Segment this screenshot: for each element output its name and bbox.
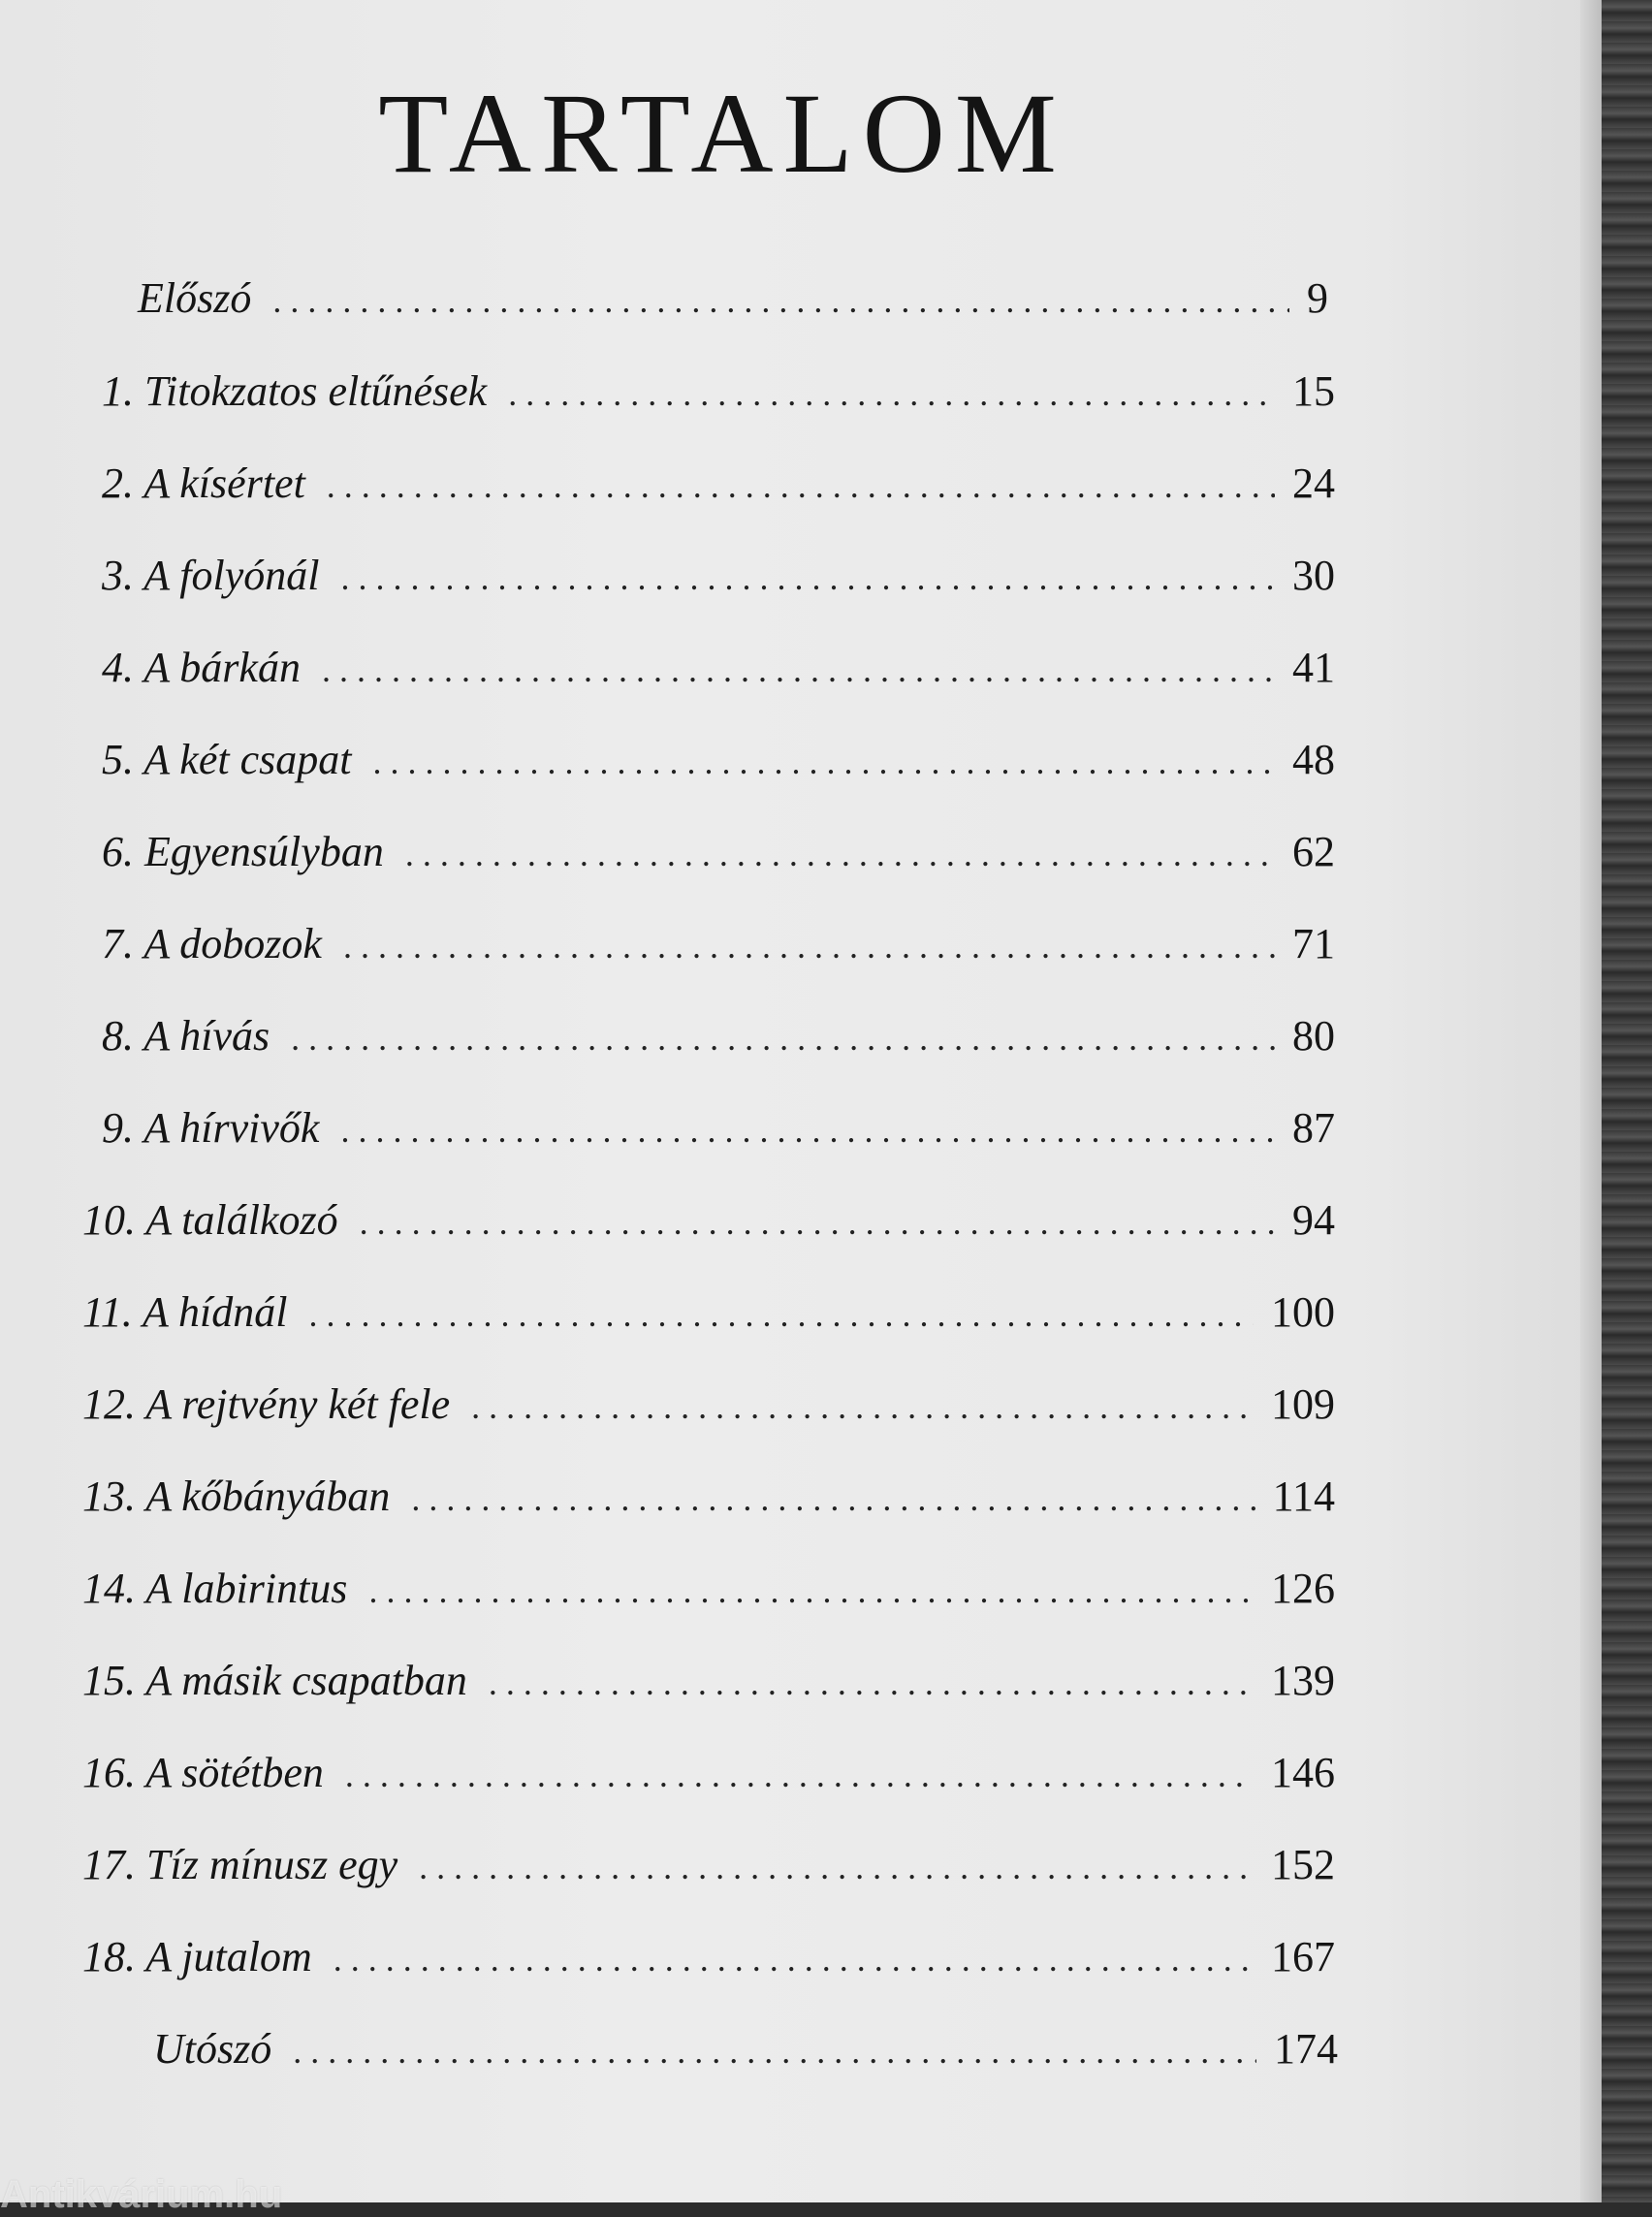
dot-leader	[489, 1663, 1254, 1703]
toc-entry-page: 109	[1271, 1380, 1335, 1428]
toc-entry-chapter-13	[82, 1472, 1335, 1530]
toc-entry-page: 80	[1292, 1012, 1335, 1060]
toc-entry-chapter-16	[82, 1748, 1335, 1806]
toc-entry-label: 8. A hívás	[102, 1012, 270, 1060]
toc-entry-page: 24	[1292, 459, 1335, 507]
toc-entry-chapter-7	[102, 919, 1335, 977]
toc-entry-chapter-4	[102, 643, 1335, 701]
toc-entry-page: 48	[1292, 736, 1335, 783]
dot-leader	[343, 926, 1275, 966]
toc-entry-label: 18. A jutalom	[82, 1933, 312, 1980]
toc-entry-chapter-5	[102, 735, 1335, 793]
toc-entry-label: 10. A találkozó	[82, 1196, 338, 1244]
toc-entry-label: Előszó	[138, 274, 252, 322]
toc-entry-label: 1. Titokzatos eltűnések	[102, 367, 488, 415]
page-title: TARTALOM	[378, 70, 1066, 197]
toc-entry-page: 94	[1292, 1196, 1335, 1244]
toc-entry-label: 3. A folyónál	[102, 552, 320, 599]
toc-entry-label: 2. A kísértet	[102, 459, 305, 507]
toc-entry-label: 14. A labirintus	[82, 1565, 348, 1612]
dot-leader	[405, 834, 1275, 874]
toc-entry-label: 15. A másik csapatban	[82, 1657, 467, 1704]
dot-leader	[334, 1939, 1254, 1979]
toc-entry-foreword	[138, 273, 1328, 332]
dot-leader	[411, 1478, 1255, 1519]
dot-leader	[372, 742, 1275, 782]
dot-leader	[341, 557, 1276, 598]
toc-entry-page: 152	[1271, 1841, 1335, 1888]
toc-entry-label: 9. A hírvivők	[102, 1104, 320, 1152]
toc-entry-chapter-15	[82, 1656, 1335, 1714]
toc-entry-chapter-9	[102, 1103, 1335, 1161]
toc-entry-label: 12. A rejtvény két fele	[82, 1380, 451, 1428]
toc-entry-chapter-18	[82, 1932, 1335, 1990]
toc-entry-chapter-17	[82, 1840, 1335, 1898]
toc-entry-label: 17. Tíz mínusz egy	[82, 1841, 398, 1888]
toc-entry-chapter-2	[102, 459, 1335, 517]
toc-entry-label: Utószó	[153, 2025, 272, 2073]
toc-entry-page: 87	[1292, 1104, 1335, 1152]
dot-leader	[327, 465, 1275, 506]
toc-entry-chapter-1	[102, 366, 1335, 425]
toc-entry-label: 6. Egyensúlyban	[102, 828, 384, 875]
toc-entry-chapter-6	[102, 827, 1335, 885]
toc-entry-page: 9	[1307, 274, 1328, 322]
dot-leader	[291, 1018, 1275, 1059]
toc-entry-page: 100	[1271, 1288, 1335, 1336]
toc-entry-label: 7. A dobozok	[102, 920, 322, 967]
dot-leader	[508, 373, 1275, 414]
toc-entry-chapter-11	[82, 1287, 1335, 1346]
toc-entry-page: 62	[1292, 828, 1335, 875]
background-surface	[1602, 0, 1652, 2202]
dot-leader	[345, 1755, 1254, 1795]
toc-entry-page: 146	[1271, 1749, 1335, 1796]
toc-entry-page: 167	[1271, 1933, 1335, 1980]
toc-entry-chapter-10	[82, 1195, 1335, 1253]
toc-entry-page: 15	[1292, 367, 1335, 415]
toc-entry-page: 30	[1292, 552, 1335, 599]
dot-leader	[272, 280, 1289, 321]
toc-entry-label: 13. A kőbányában	[82, 1473, 391, 1520]
toc-entry-page: 139	[1271, 1657, 1335, 1704]
toc-entry-page: 41	[1292, 644, 1335, 691]
watermark-text: Antikvárium.hu	[0, 2173, 283, 2216]
dot-leader	[340, 1110, 1275, 1151]
toc-entry-label: 5. A két csapat	[102, 736, 352, 783]
dot-leader	[471, 1386, 1254, 1427]
dot-leader	[308, 1294, 1254, 1335]
toc-entry-label: 4. A bárkán	[102, 644, 301, 691]
dot-leader	[368, 1570, 1254, 1611]
dot-leader	[360, 1202, 1275, 1243]
toc-entry-chapter-12	[82, 1379, 1335, 1438]
toc-entry-chapter-14	[82, 1564, 1335, 1622]
toc-entry-page: 174	[1274, 2025, 1338, 2073]
dot-leader	[419, 1847, 1254, 1887]
toc-entry-page: 71	[1292, 920, 1335, 967]
toc-entry-page: 114	[1272, 1473, 1335, 1520]
toc-entry-chapter-8	[102, 1011, 1335, 1069]
dot-leader	[293, 2031, 1256, 2072]
toc-entry-chapter-3	[102, 551, 1335, 609]
toc-entry-label: 11. A hídnál	[82, 1288, 288, 1336]
toc-entry-label: 16. A sötétben	[82, 1749, 324, 1796]
toc-entry-afterword	[153, 2024, 1338, 2082]
toc-entry-page: 126	[1271, 1565, 1335, 1612]
dot-leader	[322, 649, 1275, 690]
